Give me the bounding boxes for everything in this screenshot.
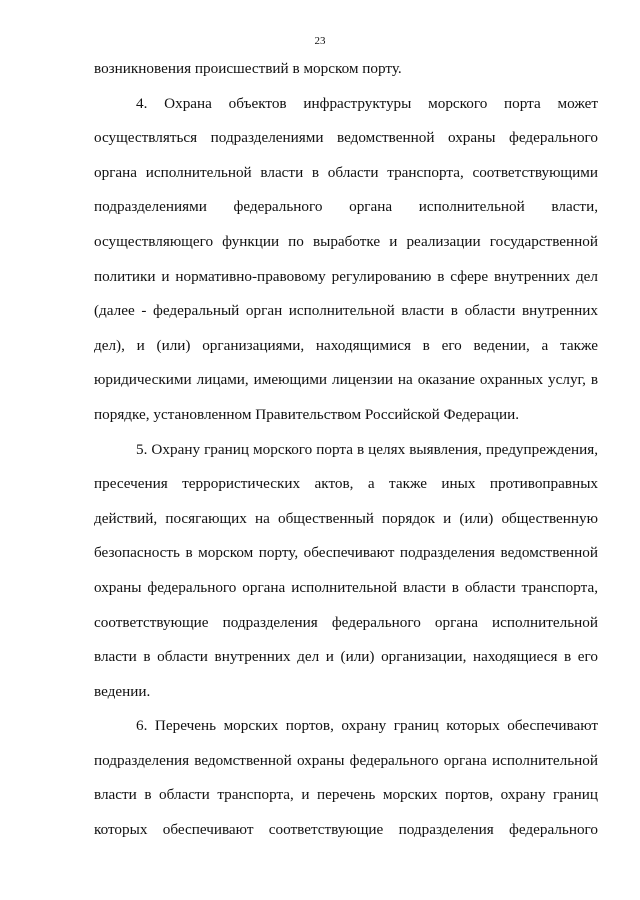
text-line: политики и нормативно-правовому регулированию в сфере внутренних дел xyxy=(94,267,598,285)
text-line: власти в области транспорта, и перечень морских портов, охрану границ xyxy=(94,786,598,804)
text-line: порядке, установленном Правительством Российской Федерации. xyxy=(94,405,520,423)
text-line: пресечения террористических актов, а также иных противоправных xyxy=(94,475,598,493)
text-line: юридическими лицами, имеющими лицензии на оказание охранных услуг, в xyxy=(94,371,598,389)
text-line: осуществляться подразделениями ведомственной охраны федерального xyxy=(94,129,598,147)
text-line: подразделения ведомственной охраны федерального органа исполнительной xyxy=(94,751,598,769)
text-line: возникновения происшествий в морском порту. xyxy=(94,60,402,77)
text-line: ведении. xyxy=(94,682,151,700)
text-line: действий, посягающих на общественный порядок и (или) общественную xyxy=(94,509,598,527)
text-line: власти в области внутренних дел и (или) организации, находящиеся в его xyxy=(94,648,598,666)
text-line: 5. Охрану границ морского порта в целях выявления, предупреждения, xyxy=(136,440,598,458)
text-line: (далее - федеральный орган исполнительной власти в области внутренних xyxy=(94,302,598,320)
text-line: органа исполнительной власти в области транспорта, соответствующими xyxy=(94,163,598,181)
text-line: охраны федерального органа исполнительной власти в области транспорта, xyxy=(94,578,598,596)
text-line: которых обеспечивают соответствующие подразделения федерального xyxy=(94,821,598,839)
text-line: подразделениями федерального органа исполнительной власти, xyxy=(94,198,598,216)
page-number: 23 xyxy=(314,35,326,47)
text-line: 6. Перечень морских портов, охрану границ которых обеспечивают xyxy=(136,717,598,735)
text-line: дел), и (или) организациями, находящимися в его ведении, а также xyxy=(94,336,598,354)
text-line: 4. Охрана объектов инфраструктуры морского порта может xyxy=(136,94,598,112)
paragraph-continuation xyxy=(94,58,598,93)
document-body xyxy=(94,58,598,854)
text-line: соответствующие подразделения федерального органа исполнительной xyxy=(94,613,598,631)
paragraph-6 xyxy=(94,715,598,853)
paragraph-5 xyxy=(94,439,598,716)
text-line: безопасность в морском порту, обеспечивают подразделения ведомственной xyxy=(94,544,598,562)
paragraph-4 xyxy=(94,93,598,439)
text-line: осуществляющего функции по выработке и реализации государственной xyxy=(94,232,598,250)
